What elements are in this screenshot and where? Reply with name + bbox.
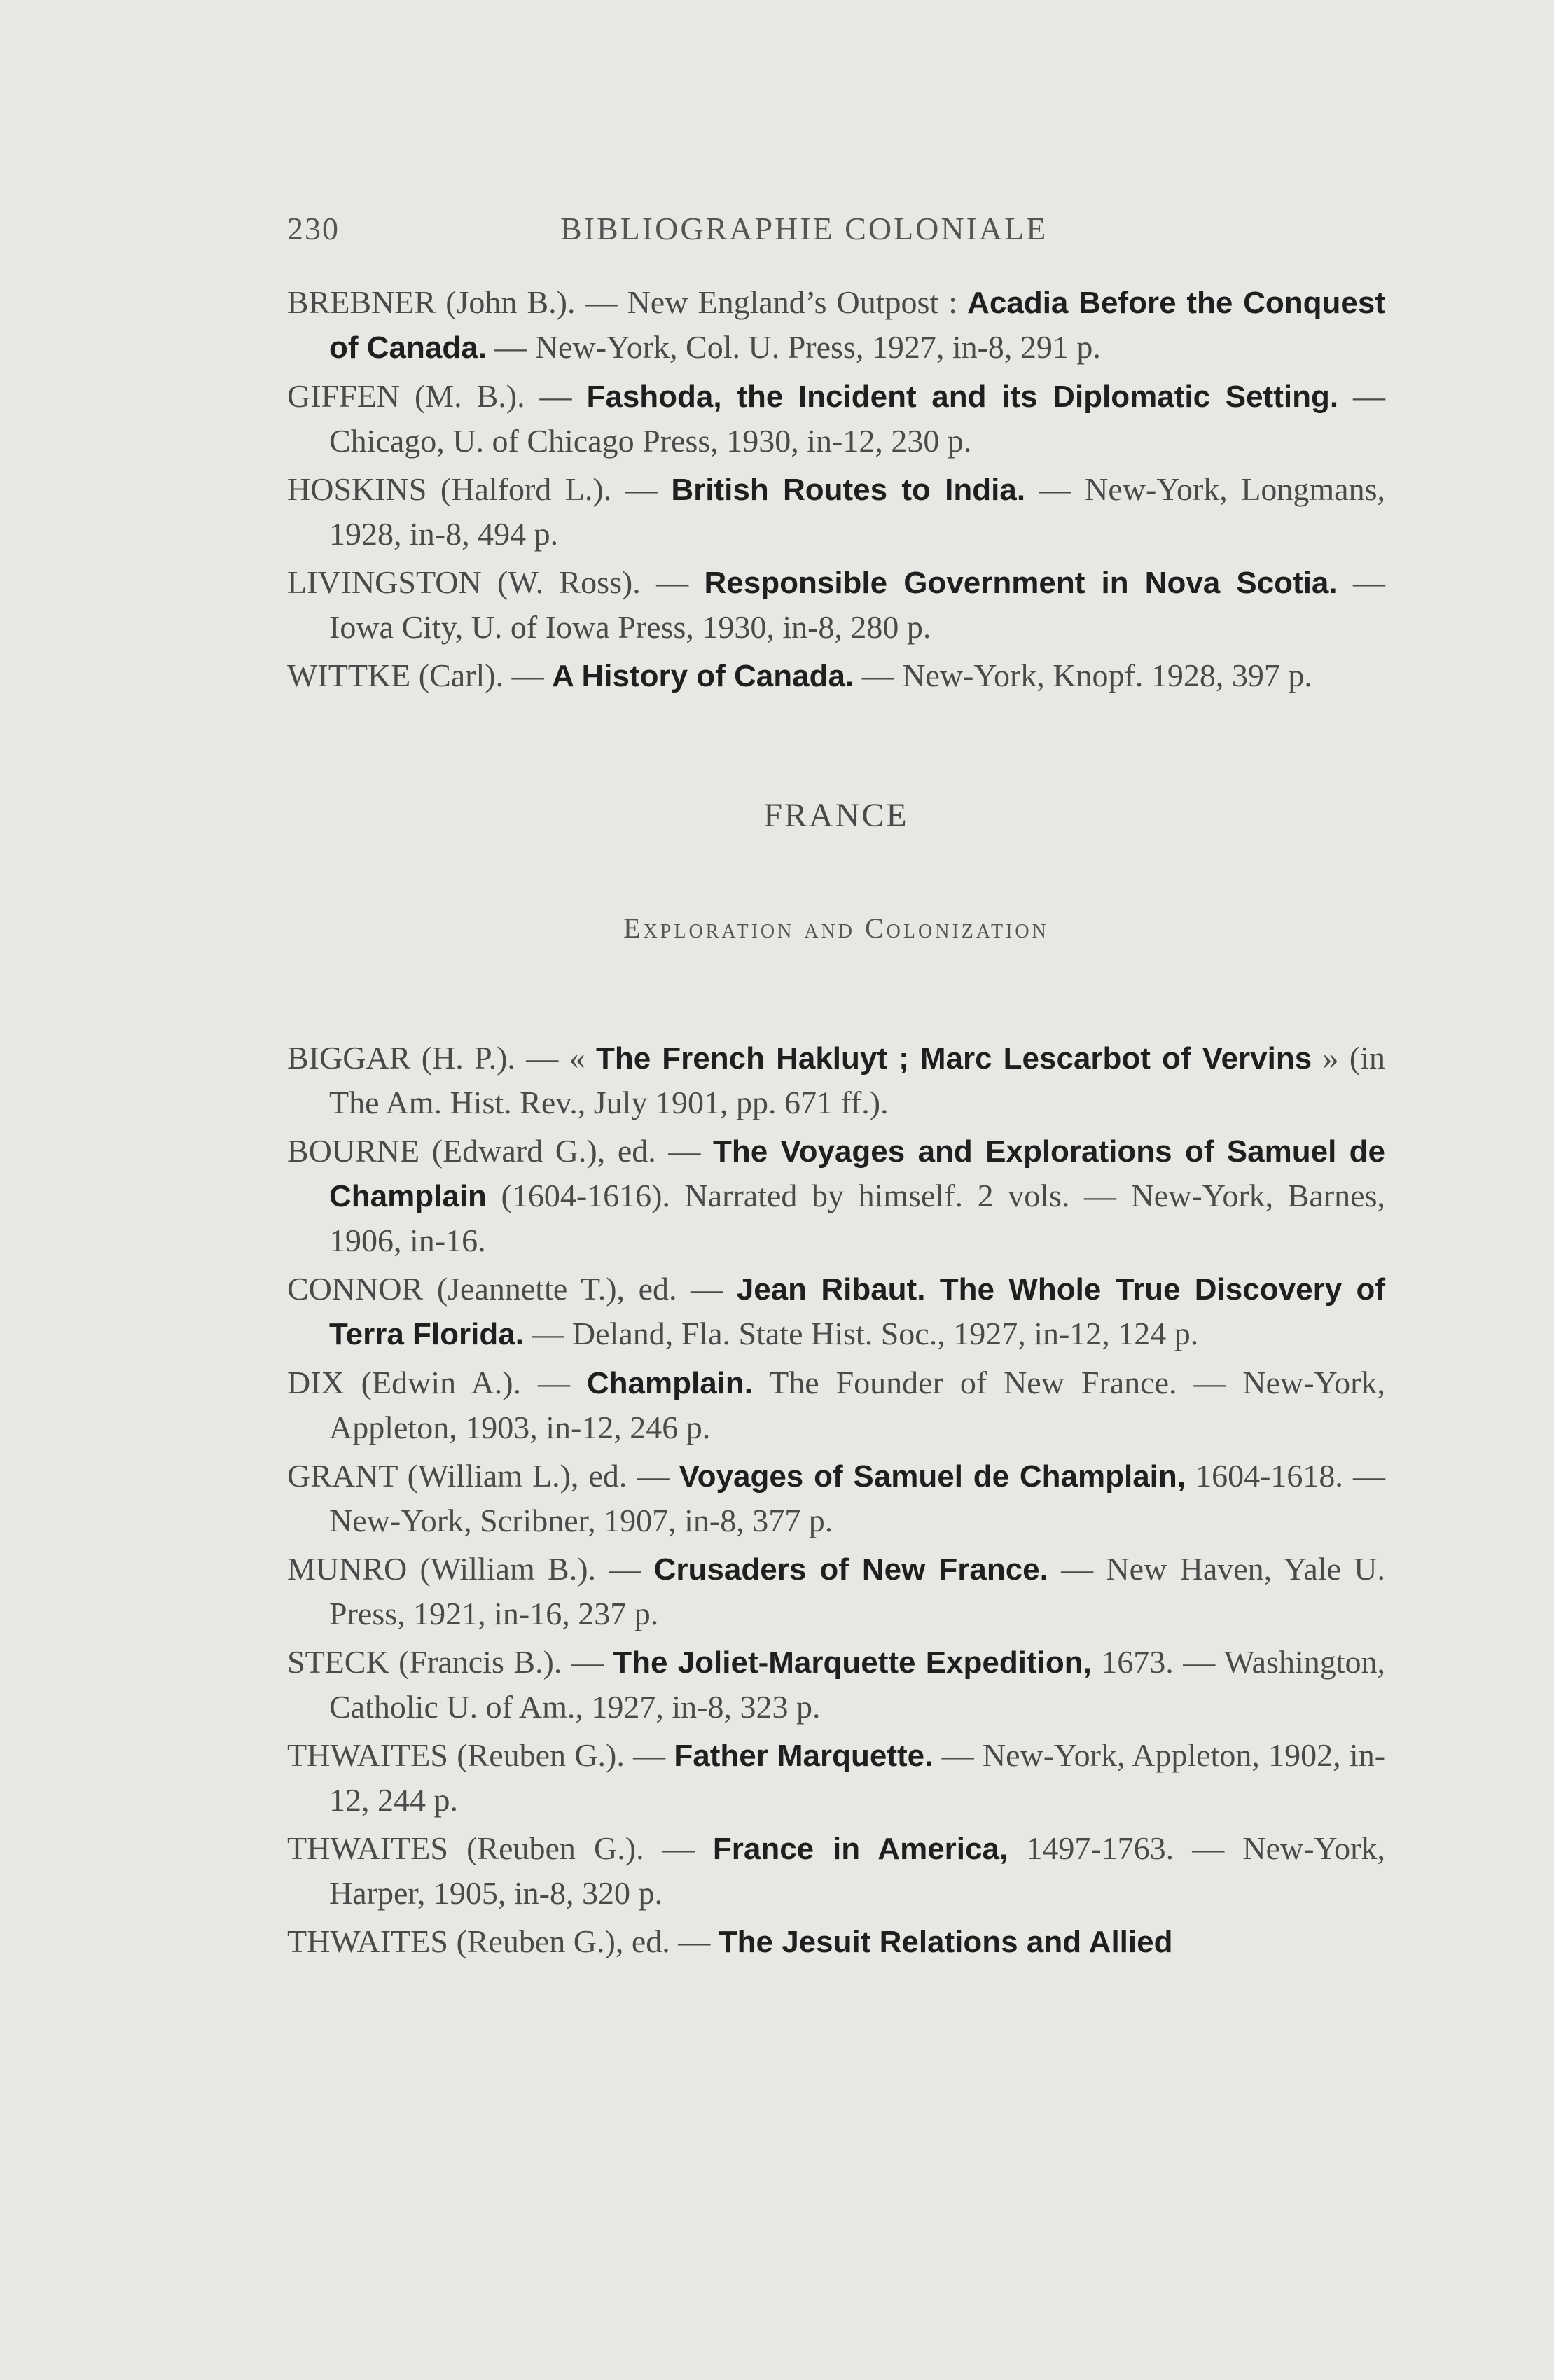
page-number: 230	[287, 211, 340, 246]
entry-author: MUNRO (William B.). —	[287, 1551, 654, 1587]
entry-title: The Jesuit Relations and Allied	[718, 1925, 1173, 1959]
subsection-title: Exploration and Colonization	[623, 912, 1049, 944]
entry-author: LIVINGSTON (W. Ross). —	[287, 564, 705, 600]
entry-publication: 1673. — Washington, Catholic U. of Am., 1927, in-8, 323 p.	[329, 1644, 1386, 1725]
entry-publication: — New-York, Col. U. Press, 1927, in-8, 291 p.	[486, 329, 1101, 365]
entry-publication: 1604-1618. — New-York, Scribner, 1907, in-8, 377 p.	[329, 1458, 1385, 1538]
entry-publication: — Chicago, U. of Chicago Press, 1930, in-12, 230 p.	[329, 378, 1386, 459]
entry-author: THWAITES (Reuben G.). —	[287, 1737, 674, 1773]
entry-author: BREBNER (John B.). — New England’s Outpost :	[287, 284, 968, 320]
bibliography-entry	[287, 560, 1385, 649]
entry-publication: — Iowa City, U. of Iowa Press, 1930, in-8, 280 p.	[329, 564, 1386, 645]
bibliography-entry	[287, 374, 1385, 463]
bibliography-entry	[287, 1733, 1385, 1822]
entry-author: BIGGAR (H. P.). — «	[287, 1040, 596, 1076]
entry-title: A History of Canada.	[552, 659, 854, 693]
entry-author: GIFFEN (M. B.). —	[287, 378, 587, 414]
bibliography-entry	[287, 1640, 1385, 1729]
entry-title: British Routes to India.	[671, 473, 1026, 507]
entry-author: GRANT (William L.), ed. —	[287, 1458, 679, 1494]
entry-title: France in America,	[712, 1832, 1008, 1866]
section-title: FRANCE	[763, 797, 909, 834]
entry-title: The French Hakluyt ; Marc Lescarbot of Vervins	[595, 1041, 1312, 1076]
bibliography-entry	[287, 653, 1385, 698]
entry-author: STECK (Francis B.). —	[287, 1644, 613, 1680]
entry-title: Champlain.	[586, 1366, 754, 1400]
entry-author: THWAITES (Reuben G.). —	[287, 1830, 713, 1866]
entry-title: Father Marquette.	[674, 1739, 934, 1773]
bibliography-entry	[287, 1267, 1385, 1356]
entry-author: DIX (Edwin A.). —	[287, 1365, 587, 1400]
entry-author: CONNOR (Jeannette T.), ed. —	[287, 1271, 737, 1307]
entry-publication: — New-York, Longmans, 1928, in-8, 494 p.	[329, 471, 1386, 552]
entry-title: Responsible Government in Nova Scotia.	[704, 566, 1338, 600]
entry-publication: — New Haven, Yale U. Press, 1921, in-16, 237 p.	[329, 1551, 1385, 1631]
bibliography-content	[287, 280, 1385, 1968]
entry-author: WITTKE (Carl). —	[287, 657, 553, 693]
entry-title: Crusaders of New France.	[653, 1552, 1048, 1587]
entry-publication: » (in The Am. Hist. Rev., July 1901, pp. 671 ff.).	[329, 1040, 1385, 1120]
entry-publication: (1604-1616). Narrated by himself. 2 vols. — New-York, Barnes, 1906, in-16.	[329, 1178, 1385, 1258]
bibliography-entry	[287, 467, 1385, 556]
entry-publication: — Deland, Fla. State Hist. Soc., 1927, in-12, 124 p.	[523, 1316, 1199, 1351]
entry-title: Acadia Before the Conquest of Canada.	[329, 286, 1385, 365]
entry-list-france	[287, 1036, 1385, 1964]
entry-title: Voyages of Samuel de Champlain,	[679, 1459, 1186, 1494]
bibliography-entry	[287, 1547, 1385, 1636]
entry-publication: — New-York, Appleton, 1902, in-12, 244 p.	[329, 1737, 1386, 1818]
entry-author: THWAITES (Reuben G.), ed. —	[287, 1923, 719, 1959]
entry-publication: — New-York, Knopf. 1928, 397 p.	[854, 657, 1312, 693]
bibliography-entry	[287, 1036, 1385, 1125]
entry-title: The Voyages and Explorations of Samuel de Champlain	[329, 1134, 1385, 1213]
entry-list-top	[287, 280, 1385, 698]
entry-title: Fashoda, the Incident and its Diplomatic Setting.	[586, 380, 1339, 414]
bibliography-entry	[287, 1129, 1385, 1262]
entry-publication: The Founder of New France. — New-York, Appleton, 1903, in-12, 246 p.	[329, 1365, 1385, 1445]
bibliography-entry	[287, 1361, 1385, 1449]
entry-title: Jean Ribaut. The Whole True Discovery of Terra Florida.	[329, 1272, 1386, 1351]
running-title: BIBLIOGRAPHIE COLONIALE	[560, 211, 1048, 246]
entry-author: BOURNE (Edward G.), ed. —	[287, 1133, 713, 1169]
bibliography-entry	[287, 1826, 1385, 1915]
bibliography-entry	[287, 1454, 1385, 1543]
bibliography-entry	[287, 280, 1385, 370]
entry-author: HOSKINS (Halford L.). —	[287, 471, 672, 507]
entry-title: The Joliet-Marquette Expedition,	[613, 1645, 1092, 1680]
entry-publication: 1497-1763. — New-York, Harper, 1905, in-8, 320 p.	[329, 1830, 1385, 1911]
bibliography-entry	[287, 1919, 1385, 1964]
